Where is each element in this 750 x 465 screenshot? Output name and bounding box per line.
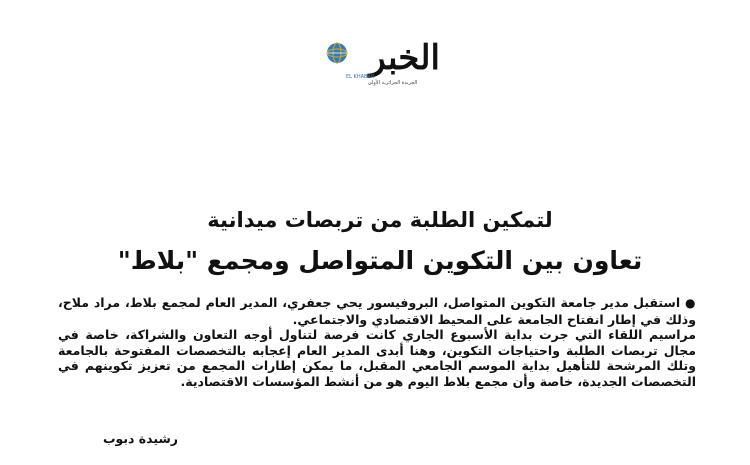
article-byline: رشيدة دبوب bbox=[102, 431, 178, 446]
bullet-icon: ● bbox=[685, 296, 696, 310]
article-kicker: لتمكين الطلبة من تربصات ميدانية bbox=[207, 208, 553, 232]
masthead-name: الخبر bbox=[369, 38, 440, 78]
article-body bbox=[58, 295, 696, 390]
article-paragraph-2 bbox=[58, 327, 696, 389]
article-headline: تعاون بين التكوين المتواصل ومجمع "بلاط" bbox=[117, 246, 643, 275]
masthead-tagline: الجريدة الجزائرية الأولى bbox=[367, 80, 418, 86]
paragraph-1-text: استقبل مدير جامعة التكوين المتواصل، البروفيسور يحي جعفري، المدير العام لمجمع بلاط، مراد ملاح، وذلك في إطار انفتاح الجامعة على المحيط الاقتصادي والاجتماعي. bbox=[58, 295, 696, 327]
paragraph-2-text: مراسيم اللقاء التي جرت بداية الأسبوع الجاري كانت فرصة لتناول أوجه التعاون والشراكة، خاصة في مجال تربصات الطلبة واحتياجات التكوين، وهنا أبدى المدير العام إعجابه بالتخصصات المفتوحة بالجامعة وتلك المرشحة للتأهيل بداية الموسم الجامعي المقبل، ما يمكن إطارات المجمع من تعزيز تكوينهم في التخصصات الجديدة، خاصة وأن مجمع بلاط اليوم هو من أنشط المؤسسات الاقتصادية. bbox=[58, 327, 696, 389]
article-paragraph-1 bbox=[58, 295, 696, 327]
masthead-latin-name: EL KHABAR bbox=[346, 74, 375, 80]
